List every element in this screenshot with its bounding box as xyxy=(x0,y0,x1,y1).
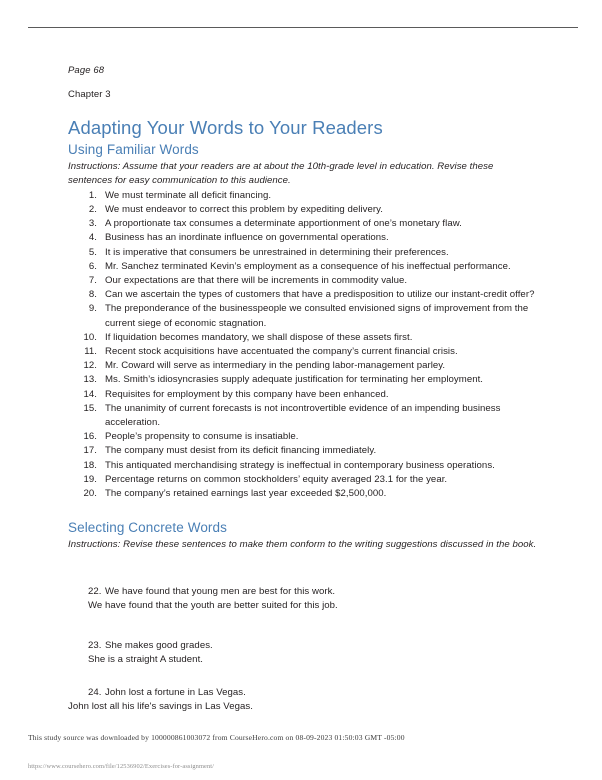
list-item-text: If liquidation becomes mandatory, we shall dispose of these assets first. xyxy=(105,331,413,343)
list-item xyxy=(68,345,538,359)
list-item-text: Percentage returns on common stockholders’ equity averaged 23.1 for the year. xyxy=(105,473,448,485)
answer-prompt xyxy=(88,639,538,653)
list-item-text: The company must desist from its deficit financing immediately. xyxy=(105,445,377,457)
list-item-text: Recent stock acquisitions have accentuated the company’s current financial crisis. xyxy=(105,346,458,358)
list-item xyxy=(68,373,538,387)
page-label: Page 68 xyxy=(68,65,105,76)
list-item-text: The preponderance of the businesspeople we consulted envisioned signs of improvement from the current siege of economic stagnation. xyxy=(105,303,529,329)
list-item-text: Our expectations are that there will be increments in commodity value. xyxy=(105,275,408,287)
list-item-number: 12. xyxy=(83,360,97,372)
list-item-number: 4. xyxy=(88,232,97,244)
list-item-number: 1. xyxy=(88,189,97,201)
list-item-number: 3. xyxy=(88,218,97,230)
document-body xyxy=(68,64,538,714)
list-item xyxy=(68,231,538,245)
list-item-text: Mr. Sanchez terminated Kevin’s employment as a consequence of his ineffectual performance. xyxy=(105,260,511,272)
answer-prompt-text: She makes good grades. xyxy=(105,640,213,652)
list-item xyxy=(68,302,538,330)
list-item xyxy=(68,487,538,501)
list-item-number: 15. xyxy=(83,402,97,414)
list-item-text: Business has an inordinate influence on governmental operations. xyxy=(105,232,389,244)
header-divider xyxy=(28,27,578,28)
exercise-list-1 xyxy=(68,189,538,288)
list-item-number: 17. xyxy=(83,445,97,457)
list-item-text: The company’s retained earnings last year exceeded $2,500,000. xyxy=(105,488,387,500)
list-item-text: People’s propensity to consume is insatiable. xyxy=(105,431,299,443)
list-item-text: It is imperative that consumers be unrestrained in determining their preferences. xyxy=(105,246,449,258)
answer-reply: John lost all his life's savings in Las Vegas. xyxy=(68,700,253,712)
list-item-number: 7. xyxy=(88,275,97,287)
instructions-using-familiar-words: Instructions: Assume that your readers are at about the 10th-grade level in education. Revise these sentences for easy communication to this audience. xyxy=(68,161,494,187)
answer-number: 22. xyxy=(88,585,102,597)
list-item xyxy=(68,203,538,217)
list-item xyxy=(68,473,538,487)
answer-prompt xyxy=(88,686,538,700)
list-item xyxy=(68,246,538,260)
answer-prompt-text: John lost a fortune in Las Vegas. xyxy=(105,686,246,698)
answer-reply: She is a straight A student. xyxy=(88,654,203,666)
answer-prompt xyxy=(88,585,538,599)
list-item xyxy=(68,459,538,473)
list-item-number: 16. xyxy=(83,431,97,443)
list-item-number: 5. xyxy=(88,246,97,258)
answer-number: 24. xyxy=(88,686,102,698)
instructions-selecting-concrete-words: Instructions: Revise these sentences to make them conform to the writing suggestions discussed in the book. xyxy=(68,539,537,551)
list-item-text: We must endeavor to correct this problem by expediting delivery. xyxy=(105,204,383,216)
list-item xyxy=(68,217,538,231)
list-item xyxy=(68,274,538,288)
list-item xyxy=(68,359,538,373)
answer-number: 23. xyxy=(88,640,102,652)
list-item-number: 10. xyxy=(83,331,97,343)
list-item xyxy=(68,388,538,402)
section-heading-using-familiar-words: Using Familiar Words xyxy=(68,142,199,157)
list-item xyxy=(68,430,538,444)
list-item xyxy=(68,331,538,345)
answer-group-23 xyxy=(68,639,538,667)
exercise-list-2 xyxy=(68,288,538,501)
list-item-number: 2. xyxy=(88,204,97,216)
download-watermark-note: This study source was downloaded by 100000861003072 from CourseHero.com on 08-09-2023 01:50:03 GMT -05:00 xyxy=(28,733,405,742)
answer-reply: We have found that the youth are better suited for this job. xyxy=(88,599,338,611)
list-item-number: 13. xyxy=(83,374,97,386)
chapter-label: Chapter 3 xyxy=(68,89,111,100)
answer-group-22 xyxy=(68,585,538,613)
list-item xyxy=(68,402,538,430)
list-item-text: Requisites for employment by this company have been enhanced. xyxy=(105,388,389,400)
list-item xyxy=(68,189,538,203)
list-item-number: 19. xyxy=(83,473,97,485)
list-item-text: Mr. Coward will serve as intermediary in the pending labor-management parley. xyxy=(105,360,446,372)
list-item-text: We must terminate all deficit financing. xyxy=(105,189,272,201)
list-item-number: 6. xyxy=(88,260,97,272)
list-item-text: The unanimity of current forecasts is not incontrovertible evidence of an impending business acceleration. xyxy=(105,402,501,429)
section-heading-selecting-concrete-words: Selecting Concrete Words xyxy=(68,520,227,536)
list-item-text: Ms. Smith’s idiosyncrasies supply adequate justification for terminating her employment. xyxy=(105,374,484,386)
answer-group-24 xyxy=(68,686,538,714)
source-url: https://www.coursehero.com/file/12536902/Exercises-for-assignment/ xyxy=(28,763,215,770)
list-item xyxy=(68,260,538,274)
answer-prompt-text: We have found that young men are best for this work. xyxy=(105,585,336,597)
list-item-number: 9. xyxy=(88,303,97,315)
list-item xyxy=(68,444,538,458)
list-item-text: Can we ascertain the types of customers that have a predisposition to utilize our instant-credit offer? xyxy=(105,289,535,301)
list-item-number: 8. xyxy=(88,289,97,301)
list-item-number: 18. xyxy=(83,459,97,471)
list-item-text: This antiquated merchandising strategy is ineffectual in contemporary business operations. xyxy=(105,459,495,471)
list-item-text: A proportionate tax consumes a determinate apportionment of one’s monetary flaw. xyxy=(105,218,462,230)
page-title: Adapting Your Words to Your Readers xyxy=(68,117,383,138)
list-item xyxy=(68,288,538,302)
list-item-number: 14. xyxy=(83,388,97,400)
list-item-number: 20. xyxy=(83,488,97,500)
list-item-number: 11. xyxy=(84,346,97,358)
